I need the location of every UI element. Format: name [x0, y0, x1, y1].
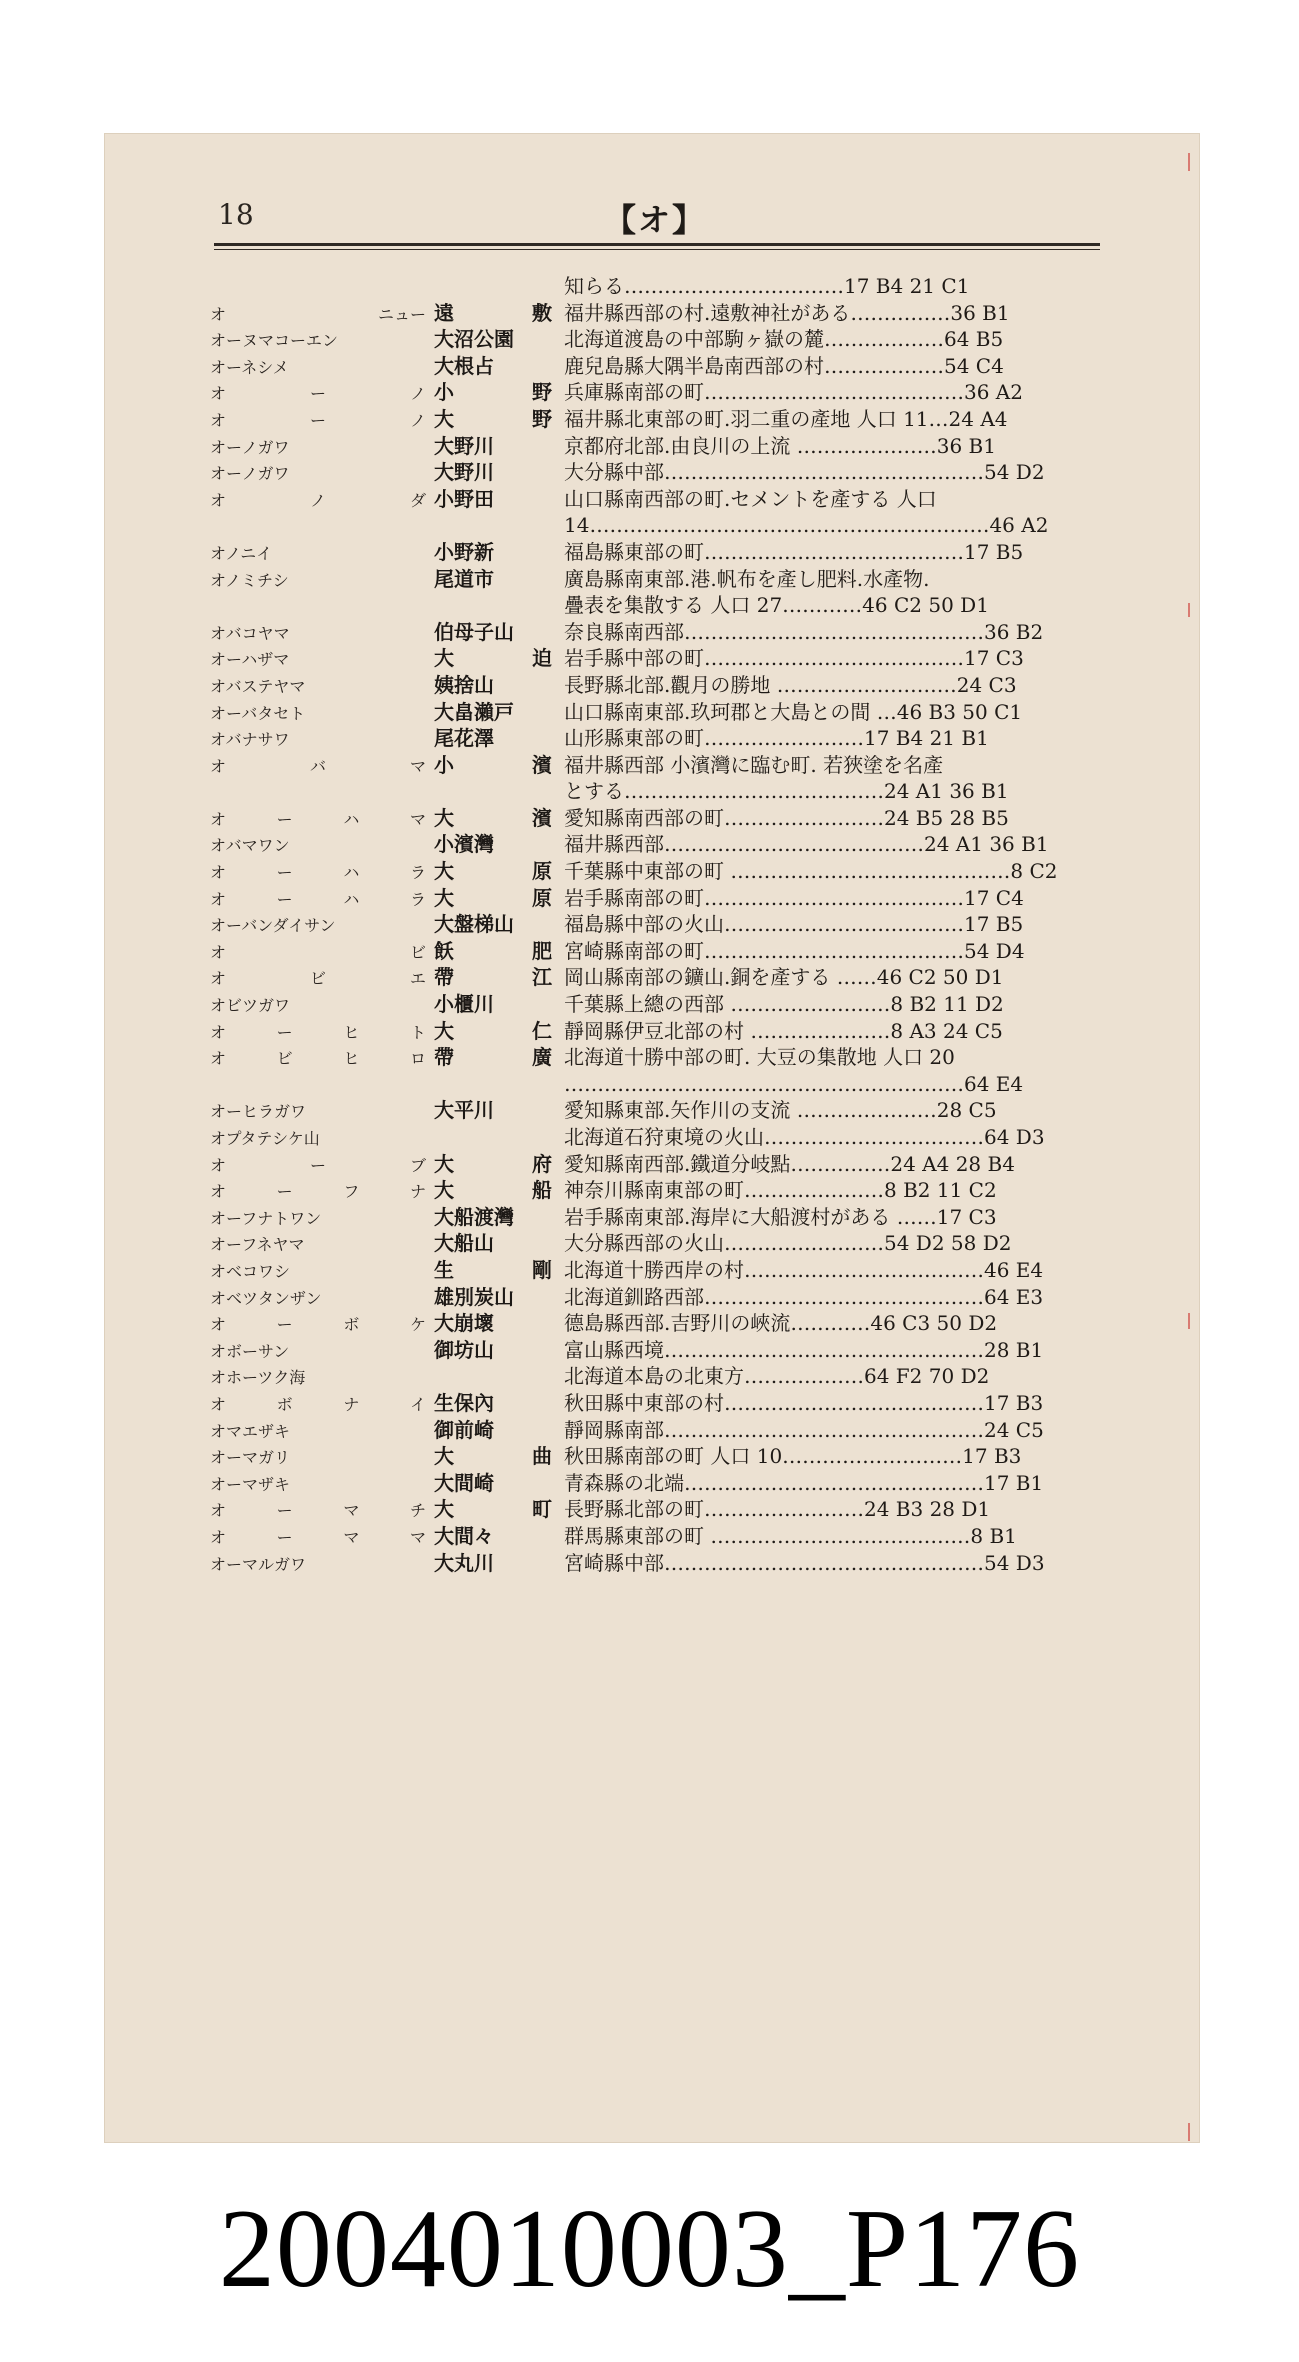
entry-name: 御坊山: [434, 1337, 494, 1362]
entry-reading: オプタテシケ山: [210, 1129, 320, 1148]
entry-name: 生保內: [434, 1390, 494, 1415]
entry-row: [210, 1443, 1170, 1470]
entry-row: [210, 1390, 1170, 1417]
entry-description: とする…………………………………24 A1 36 B1: [564, 779, 1009, 804]
entry-row: [210, 1097, 1170, 1124]
entry-row: [210, 1550, 1170, 1577]
entry-reading: オーフネヤマ: [210, 1235, 305, 1255]
entry-description: 疊表を集散する 人口 27…………46 C2 50 D1: [564, 593, 989, 618]
entry-reading: オーマガリ: [210, 1448, 291, 1468]
entry-description: 北海道十勝中部の町. 大豆の集散地 人口 20: [564, 1045, 955, 1070]
entry-name: 大船山: [434, 1231, 494, 1256]
entry-row: [210, 752, 1170, 779]
entry-row: [210, 1018, 1170, 1045]
entry-reading: オ ビ: [210, 942, 426, 962]
entry-description: 岩手縣南部の町…………………………………17 C4: [564, 885, 1024, 910]
entry-reading: オ ビ ヒ ロ: [210, 1049, 426, 1069]
entry-row: [210, 539, 1170, 566]
entry-description: 北海道十勝西岸の村………………………………46 E4: [564, 1257, 1044, 1282]
entry-reading: オノニイ: [210, 543, 273, 563]
entry-row: [210, 1071, 1170, 1098]
entry-row: [210, 592, 1170, 619]
entry-name: 大 船: [434, 1178, 552, 1203]
header-rule-thin: [214, 249, 1100, 250]
book-page: [104, 133, 1200, 2143]
page-number: 18: [218, 198, 254, 231]
entry-name: 大 原: [434, 885, 552, 910]
entry-description: 愛知縣南西部.鐵道分岐點……………24 A4 28 B4: [564, 1151, 1015, 1176]
entry-description: 愛知縣東部.矢作川の支流 …………………28 C5: [564, 1098, 997, 1123]
entry-reading: オベツタンザン: [210, 1288, 322, 1308]
entry-name: 生 剛: [434, 1257, 552, 1282]
entry-name: 大間崎: [434, 1470, 494, 1495]
entry-row: [210, 911, 1170, 938]
entry-reading: オ ー ブ: [210, 1155, 426, 1175]
entry-reading: オバステヤマ: [210, 676, 306, 696]
entry-description: 福井縣西部 小濱灣に臨む町. 若狹塗を名產: [564, 752, 944, 777]
entry-reading: オ ビ エ: [210, 969, 426, 989]
entry-description: 長野縣北部.觀月の勝地 ………………………24 C3: [564, 672, 1017, 697]
entry-row: [210, 1177, 1170, 1204]
entry-reading: オーフナトワン: [210, 1208, 322, 1228]
entry-description: 福井縣西部の村.遠敷神社がある……………36 B1: [564, 300, 1010, 325]
entry-reading: オバコヤマ: [210, 623, 290, 643]
section-title: 【オ】: [604, 201, 707, 239]
entry-reading: オーバンダイサン: [210, 916, 336, 936]
entry-reading: オビツガワ: [210, 996, 291, 1016]
entry-reading: オバマワン: [210, 836, 290, 856]
entry-reading: オーノガワ: [210, 464, 290, 484]
entry-reading: オバナサワ: [210, 730, 290, 750]
entry-row: [210, 459, 1170, 486]
entry-reading: オ ー ボ ケ: [210, 1315, 426, 1335]
entry-row: [210, 991, 1170, 1018]
entry-row: [210, 406, 1170, 433]
entry-description: 京都府北部.由良川の上流 …………………36 B1: [564, 433, 996, 458]
entry-row: [210, 273, 1170, 300]
entry-row: [210, 433, 1170, 460]
entry-reading: オ ニュー: [210, 304, 426, 324]
entry-description: 岩手縣南東部.海岸に大船渡村がある ……17 C3: [564, 1204, 997, 1229]
image-caption: 2004010003_P176: [218, 2187, 1081, 2311]
entry-row: [210, 699, 1170, 726]
entry-description: 廣島縣南東部.港.帆布を產し肥料.水產物.: [564, 566, 930, 591]
entry-name: 小 濱: [434, 752, 552, 777]
entry-row: [210, 566, 1170, 593]
entry-description: 德島縣西部.吉野川の峽流…………46 C3 50 D2: [564, 1311, 998, 1336]
entry-name: 帶 廣: [434, 1045, 552, 1070]
entry-reading: オノミチシ: [210, 570, 289, 590]
entry-row: [210, 1230, 1170, 1257]
entry-name: 大 仁: [434, 1018, 552, 1043]
entry-name: 姨捨山: [434, 672, 494, 697]
entry-description: 青森縣の北端………………………………………17 B1: [564, 1470, 1044, 1495]
entry-name: 大崩壞: [434, 1311, 494, 1336]
entry-reading: オ ー ハ ラ: [210, 863, 426, 883]
header-rule: [214, 243, 1100, 246]
edge-mark: [1188, 2123, 1190, 2141]
entry-name: 小 野: [434, 380, 552, 405]
entry-reading: オ ー ハ ラ: [210, 889, 426, 909]
entry-name: 大畠瀨戸: [434, 699, 514, 724]
entry-row: [210, 831, 1170, 858]
entry-name: 大丸川: [434, 1550, 494, 1575]
edge-mark: [1188, 603, 1190, 617]
entry-description: ……………………………………………………64 E4: [564, 1071, 1024, 1096]
entry-description: 北海道釧路西部……………………………………64 E3: [564, 1284, 1044, 1309]
entry-row: [210, 1124, 1170, 1151]
entry-description: 千葉縣中東部の町 ……………………………………8 C2: [564, 859, 1058, 884]
entry-reading: オ ー ハ マ: [210, 809, 426, 829]
entry-name: 小濱灣: [434, 832, 494, 857]
entry-name: 伯母子山: [434, 619, 514, 644]
entry-row: [210, 1044, 1170, 1071]
entry-name: 大根占: [434, 353, 494, 378]
entry-description: 北海道渡島の中部駒ヶ嶽の麓………………64 B5: [564, 327, 1004, 352]
entry-name: 小櫃川: [434, 992, 494, 1017]
entry-name: 小野新: [434, 539, 494, 564]
edge-mark: [1188, 153, 1190, 171]
entry-description: 兵庫縣南部の町…………………………………36 A2: [564, 380, 1023, 405]
entry-row: [210, 778, 1170, 805]
entry-name: 大 原: [434, 859, 552, 884]
entry-reading: オーヌマコーエン: [210, 331, 339, 351]
entry-description: 北海道本島の北東方………………64 F2 70 D2: [564, 1364, 990, 1389]
entry-row: [210, 326, 1170, 353]
entry-reading: オベコワシ: [210, 1261, 291, 1281]
entry-name: 大 濱: [434, 805, 552, 830]
entry-description: 長野縣北部の町……………………24 B3 28 D1: [564, 1497, 991, 1522]
entry-description: 山口縣南東部.玖珂郡と大島との間 …46 B3 50 C1: [564, 699, 1023, 724]
entry-description: 知らる……………………………17 B4 21 C1: [564, 274, 970, 298]
entry-description: 宮崎縣南部の町…………………………………54 D4: [564, 938, 1025, 963]
entry-row: [210, 672, 1170, 699]
entry-description: 奈良縣南西部………………………………………36 B2: [564, 619, 1044, 644]
entry-row: [210, 1470, 1170, 1497]
entry-name: 大野川: [434, 433, 494, 458]
entry-row: [210, 1523, 1170, 1550]
entry-row: [210, 1204, 1170, 1231]
entry-name: 大 迫: [434, 646, 552, 671]
entry-description: 千葉縣上總の西部 ……………………8 B2 11 D2: [564, 992, 1004, 1017]
edge-mark: [1188, 1313, 1190, 1329]
entry-row: [210, 1363, 1170, 1390]
entry-description: 福島縣東部の町…………………………………17 B5: [564, 539, 1024, 564]
entry-reading: オ ー ノ: [210, 384, 426, 404]
entry-reading: オボーサン: [210, 1341, 290, 1361]
entry-row: [210, 1151, 1170, 1178]
entry-name: 大 町: [434, 1497, 552, 1522]
entry-name: 御前崎: [434, 1417, 494, 1442]
entry-reading: オ ノ ダ: [210, 490, 426, 510]
entry-description: 靜岡縣南部…………………………………………24 C5: [564, 1417, 1044, 1442]
entry-description: 鹿兒島縣大隅半島南西部の村………………54 C4: [564, 353, 1004, 378]
entry-reading: オーマルガワ: [210, 1554, 307, 1574]
entry-reading: オ ー ノ: [210, 410, 426, 430]
entry-description: 群馬縣東部の町 …………………………………8 B1: [564, 1523, 1017, 1548]
entry-description: 岡山縣南部の鑛山.銅を產する ……46 C2 50 D1: [564, 965, 1004, 990]
entry-description: 大分縣西部の火山……………………54 D2 58 D2: [564, 1231, 1012, 1256]
entry-reading: オホーツク海: [210, 1368, 306, 1388]
entry-name: 大船渡灣: [434, 1204, 514, 1229]
entry-reading: オ ー フ ナ: [210, 1182, 426, 1202]
entry-description: 宮崎縣中部…………………………………………54 D3: [564, 1550, 1045, 1575]
entry-reading: オーマザキ: [210, 1474, 291, 1494]
entry-name: 遠 敷: [434, 300, 552, 325]
entry-row: [210, 1284, 1170, 1311]
entry-row: [210, 938, 1170, 965]
entry-name: 大平川: [434, 1098, 494, 1123]
entry-description: 富山縣西境…………………………………………28 B1: [564, 1337, 1044, 1362]
entry-reading: [210, 778, 434, 780]
entry-reading: オマエザキ: [210, 1421, 291, 1441]
entry-name: 飫 肥: [434, 938, 552, 963]
entry-row: [210, 1337, 1170, 1364]
entry-reading: [210, 273, 434, 275]
entry-name: 雄別炭山: [434, 1284, 514, 1309]
entry-row: [210, 486, 1170, 513]
entry-reading: オーヒラガワ: [210, 1102, 307, 1122]
entry-reading: オ バ マ: [210, 756, 426, 776]
entry-description: 福井縣西部…………………………………24 A1 36 B1: [564, 832, 1049, 857]
entry-row: [210, 619, 1170, 646]
entry-name: 大盤梯山: [434, 912, 514, 937]
entry-reading: オーノガワ: [210, 437, 290, 457]
entry-reading: オーバタセト: [210, 703, 306, 723]
entry-description: 福島縣中部の火山………………………………17 B5: [564, 912, 1024, 937]
entry-name: 大 野: [434, 406, 552, 431]
gazetteer-entries: [210, 273, 1170, 1576]
entry-description: 山形縣東部の町……………………17 B4 21 B1: [564, 726, 989, 751]
entry-description: 岩手縣中部の町…………………………………17 C3: [564, 646, 1024, 671]
entry-description: 愛知縣南西部の町……………………24 B5 28 B5: [564, 805, 1009, 830]
entry-name: 大沼公園: [434, 327, 514, 352]
entry-row: [210, 379, 1170, 406]
entry-description: 福井縣北東部の町.羽二重の產地 人口 11…24 A4: [564, 406, 1008, 431]
entry-row: [210, 1417, 1170, 1444]
entry-row: [210, 1310, 1170, 1337]
entry-reading: オ ー ヒ ト: [210, 1022, 426, 1042]
entry-row: [210, 512, 1170, 539]
entry-name: 帶 江: [434, 965, 552, 990]
entry-description: 大分縣中部…………………………………………54 D2: [564, 460, 1045, 485]
entry-name: 大 府: [434, 1151, 552, 1176]
entry-row: [210, 964, 1170, 991]
entry-name: 小野田: [434, 486, 494, 511]
entry-description: 14……………………………………………………46 A2: [564, 513, 1049, 538]
entry-reading: [210, 512, 434, 514]
entry-reading: オーネシメ: [210, 357, 289, 377]
entry-row: [210, 725, 1170, 752]
entry-reading: [210, 1071, 434, 1073]
entry-description: 秋田縣中東部の村…………………………………17 B3: [564, 1390, 1044, 1415]
entry-row: [210, 645, 1170, 672]
entry-reading: オ ボ ナ イ: [210, 1394, 426, 1414]
entry-description: 山口縣南西部の町.セメントを產する 人口: [564, 486, 937, 511]
entry-description: 靜岡縣伊豆北部の村 …………………8 A3 24 C5: [564, 1018, 1003, 1043]
entry-name: 尾花澤: [434, 726, 494, 751]
entry-name: 大間々: [434, 1523, 494, 1548]
entry-name: 尾道市: [434, 566, 494, 591]
entry-row: [210, 885, 1170, 912]
entry-description: 北海道石狩東境の火山……………………………64 D3: [564, 1125, 1045, 1149]
entry-row: [210, 1257, 1170, 1284]
entry-reading: オ ー マ マ: [210, 1527, 426, 1547]
entry-reading: オ ー マ チ: [210, 1501, 426, 1521]
entry-row: [210, 353, 1170, 380]
entry-name: 大 曲: [434, 1444, 552, 1469]
entry-reading: [210, 592, 434, 594]
entry-description: 神奈川縣南東部の町…………………8 B2 11 C2: [564, 1178, 997, 1203]
entry-row: [210, 1496, 1170, 1523]
entry-row: [210, 300, 1170, 327]
entry-row: [210, 805, 1170, 832]
entry-description: 秋田縣南部の町 人口 10………………………17 B3: [564, 1444, 1022, 1469]
entry-name: 大野川: [434, 460, 494, 485]
entry-reading: オーハザマ: [210, 650, 290, 670]
entry-row: [210, 858, 1170, 885]
